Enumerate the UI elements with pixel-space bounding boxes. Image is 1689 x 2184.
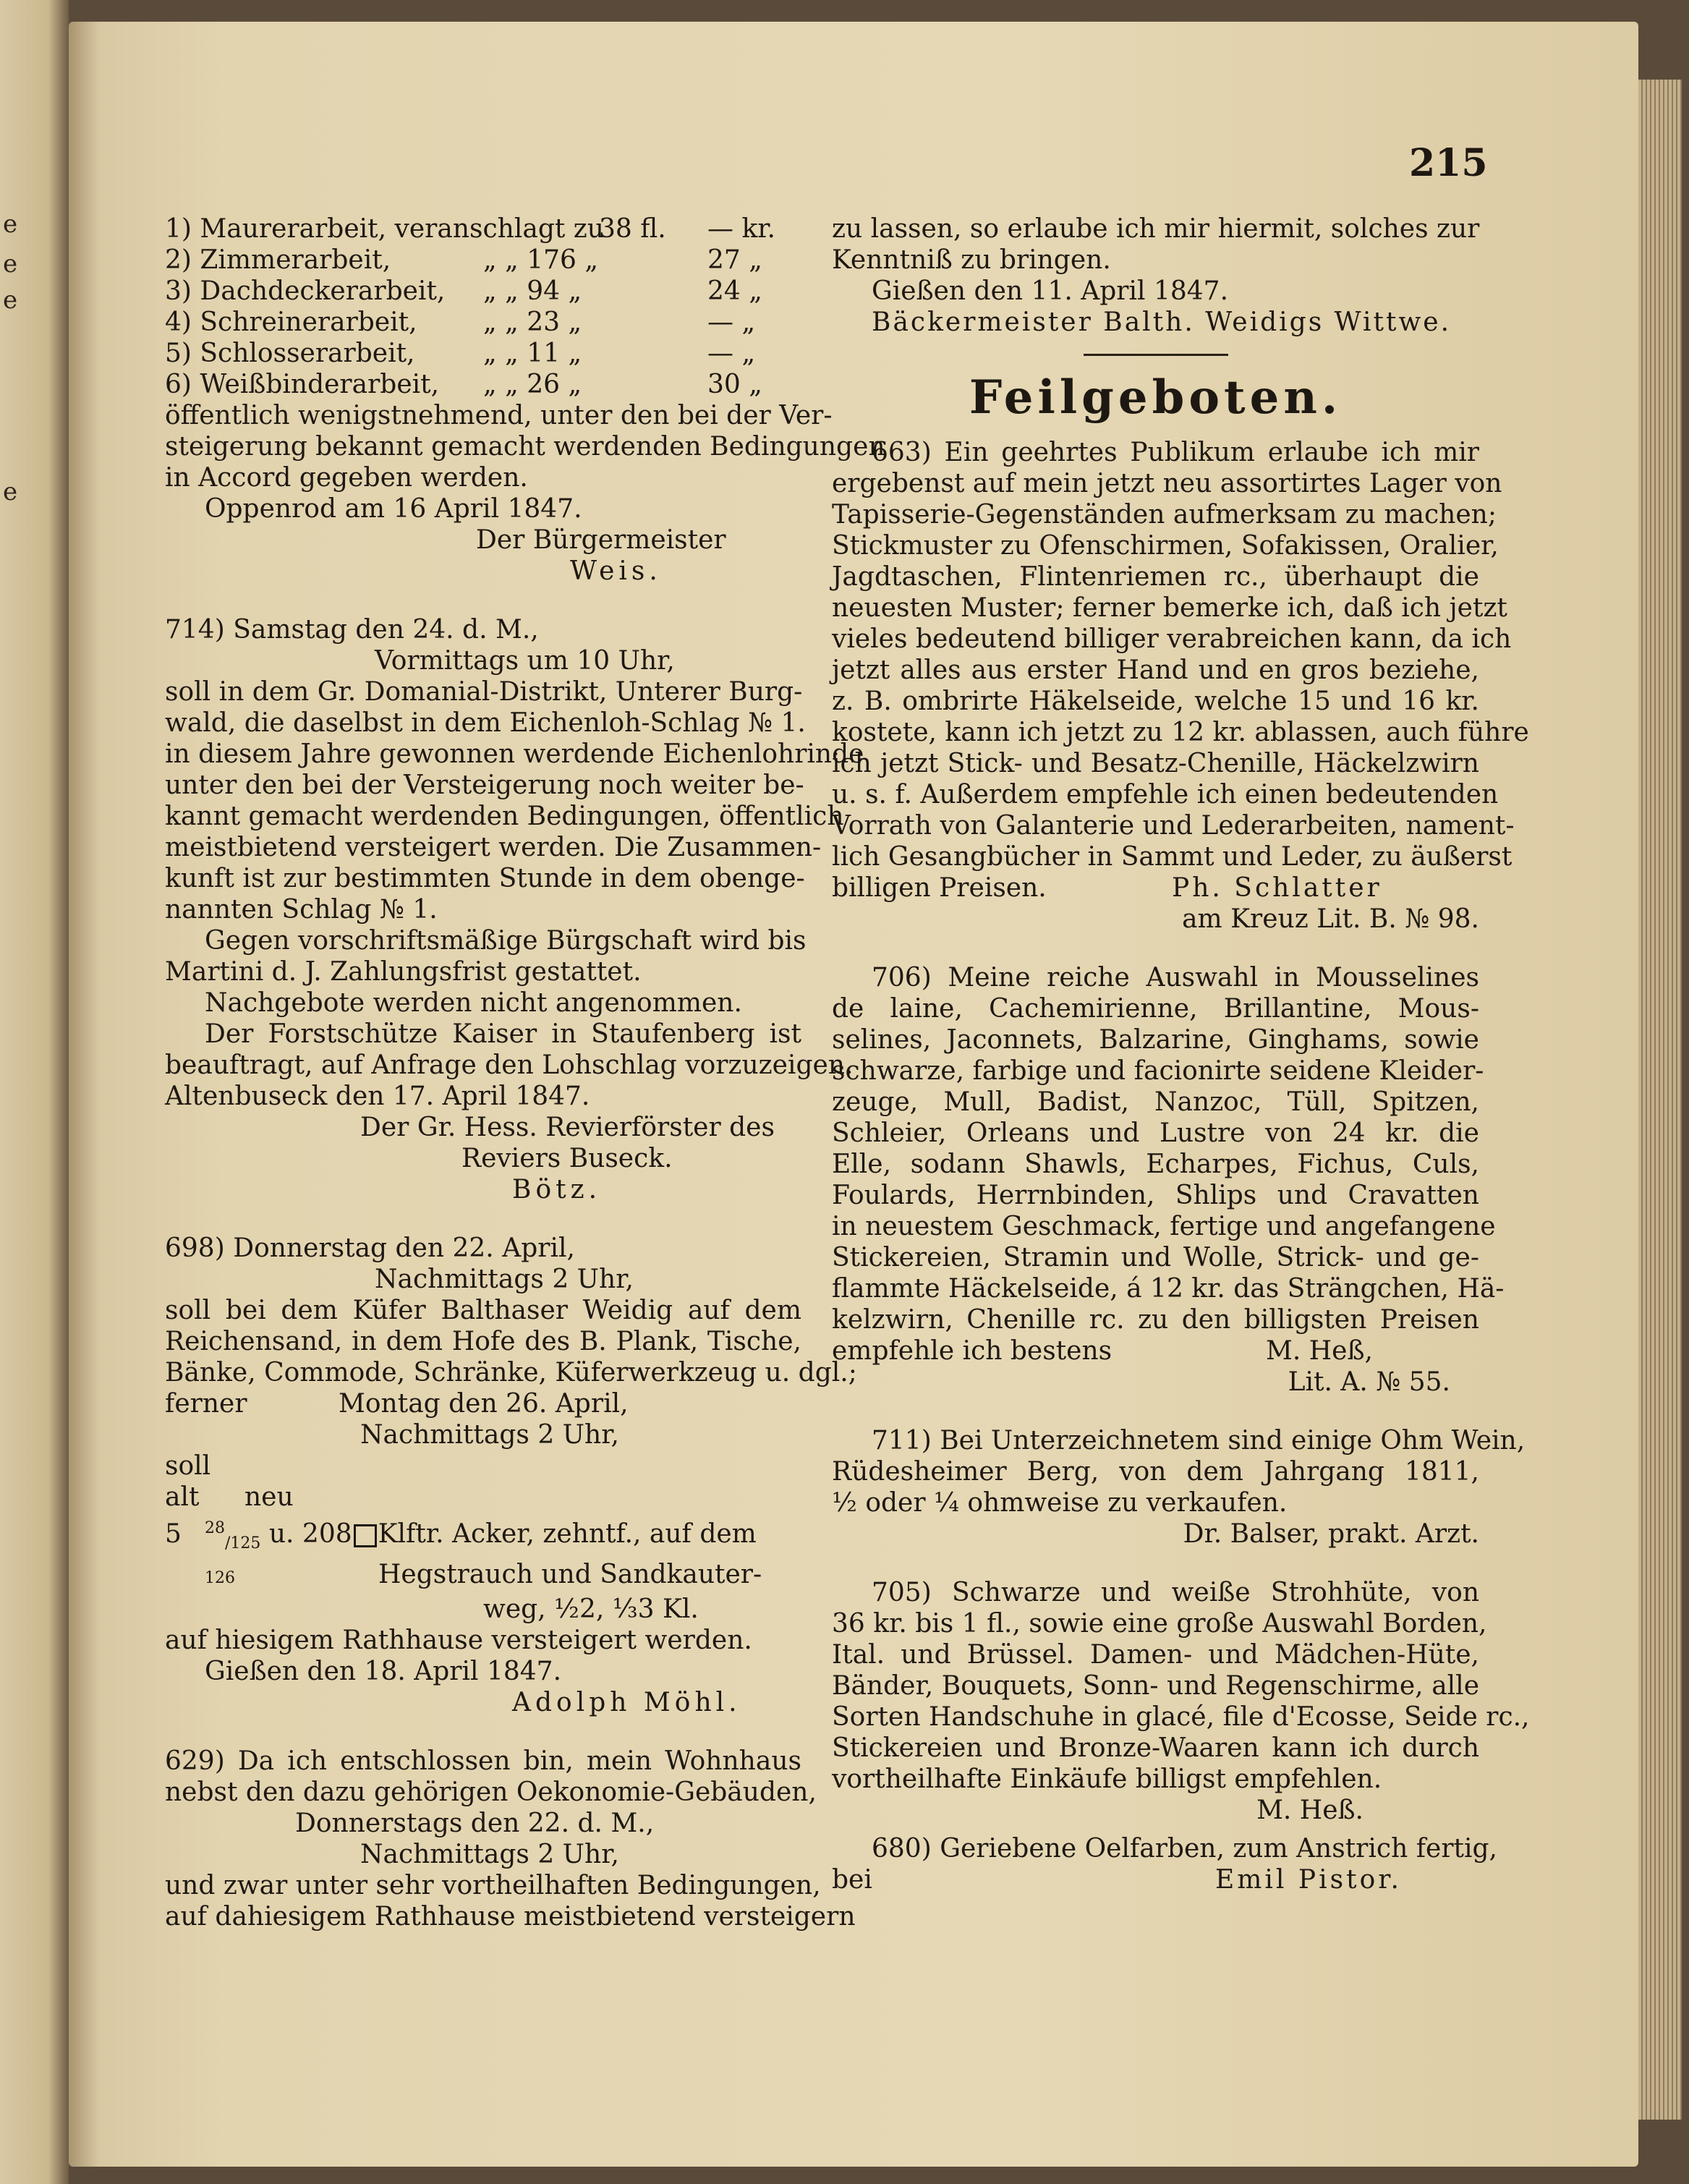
- text-line: Stickereien und Bronze-Waaren kann ich durch: [832, 1733, 1479, 1763]
- page-number: 215: [1409, 141, 1488, 185]
- text-line: Bänder, Bouquets, Sonn- und Regenschirme, alle: [832, 1671, 1479, 1701]
- place-date: Gießen den 11. April 1847.: [872, 276, 1229, 306]
- text-line: kelzwirn, Chenille rc. zu den billigsten Preisen: [832, 1305, 1479, 1335]
- text-line: Bänke, Commode, Schränke, Küferwerkzeug u. dgl.;: [165, 1358, 857, 1388]
- text-line: Reichensand, in dem Hofe des B. Plank, Tische,: [165, 1327, 801, 1356]
- section-heading: Feilgeboten.: [969, 370, 1343, 425]
- text-line: Kenntniß zu bringen.: [832, 245, 1111, 275]
- cost-row: 6) Weißbinderarbeit, „ „ 26 „ 30 „: [165, 370, 762, 399]
- text-line: Der Forstschütze Kaiser in Staufenberg ist: [205, 1019, 801, 1049]
- text-line: Stickmuster zu Ofenschirmen, Sofakissen, Oralier,: [832, 531, 1499, 561]
- notice-705-heading: 705) Schwarze und weiße Strohhüte, von: [872, 1578, 1479, 1607]
- signature: Weis.: [570, 556, 662, 586]
- text-line: kostete, kann ich jetzt zu 12 kr. ablassen, auch führe: [832, 718, 1529, 747]
- text-line: Ital. und Brüssel. Damen- und Mädchen-Hüte,: [832, 1640, 1479, 1670]
- text-line: in neuestem Geschmack, fertige und angefangene: [832, 1212, 1496, 1241]
- text-line: Foulards, Herrnbinden, Shlips und Cravatten: [832, 1181, 1479, 1210]
- land-entry: weg, ½2, ⅓3 Kl.: [483, 1594, 699, 1625]
- notice-706-heading: 706) Meine reiche Auswahl in Mousselines: [872, 963, 1479, 993]
- notice-629-heading: 629) Da ich entschlossen bin, mein Wohnhaus: [165, 1746, 801, 1777]
- notice-698-heading: 698) Donnerstag den 22. April,: [165, 1233, 575, 1263]
- right-column: [832, 213, 1530, 1895]
- text-line: flammte Häckelseide, á 12 kr. das Strängchen, Hä-: [832, 1274, 1505, 1304]
- text-line: vieles bedeutend billiger verabreichen kann, da ich: [832, 624, 1512, 654]
- text-line: Stickereien, Stramin und Wolle, Strick- und ge-: [832, 1243, 1479, 1272]
- previous-page-fragment: e: [3, 286, 18, 315]
- text-line: kunft ist zur bestimmten Stunde in dem obenge-: [165, 864, 805, 893]
- text-line: in Accord gegeben werden.: [165, 463, 528, 493]
- left-column: [165, 213, 885, 1932]
- text-line: neuesten Muster; ferner bemerke ich, daß ich jetzt: [832, 593, 1507, 623]
- text-line: zeuge, Mull, Badist, Nanzoc, Tüll, Spitzen,: [832, 1087, 1479, 1117]
- text-line: vortheilhafte Einkäufe billigst empfehlen.: [832, 1764, 1382, 1794]
- text-line: auf hiesigem Rathhause versteigert werden.: [165, 1626, 752, 1656]
- notice-714-time: Vormittags um 10 Uhr,: [375, 646, 675, 676]
- text-line: alt neu: [165, 1482, 294, 1512]
- cost-row: 2) Zimmerarbeit, „ „ 176 „ 27 „: [165, 245, 762, 275]
- text-line: Tapisserie-Gegenständen aufmerksam zu machen;: [832, 500, 1497, 530]
- text-line: Martini d. J. Zahlungsfrist gestattet.: [165, 957, 642, 987]
- address: Lit. A. № 55.: [1288, 1367, 1450, 1397]
- text-line: öffentlich wenigstnehmend, unter den bei der Ver-: [165, 401, 833, 430]
- text-line: Sorten Handschuhe in glacé, file d'Ecosse, Seide rc.,: [832, 1702, 1530, 1732]
- previous-page-fragment: e: [3, 210, 18, 239]
- cost-row: 5) Schlosserarbeit, „ „ 11 „ — „: [165, 339, 756, 368]
- text-line: ferner Montag den 26. April,: [165, 1389, 629, 1419]
- text-line: u. s. f. Außerdem empfehle ich einen bedeutenden: [832, 780, 1499, 810]
- text-line: Nachgebote werden nicht angenommen.: [205, 988, 742, 1018]
- place-date: Gießen den 18. April 1847.: [205, 1657, 562, 1687]
- text-line: soll bei dem Küfer Balthaser Weidig auf dem: [165, 1296, 801, 1325]
- notice-663-heading: 663) Ein geehrtes Publikum erlaube ich mir: [872, 438, 1479, 467]
- section-divider: [1084, 354, 1228, 356]
- text-line: jetzt alles aus erster Hand und en gros beziehe,: [832, 655, 1479, 685]
- text-line: empfehle ich bestens M. Heß,: [832, 1336, 1373, 1366]
- text-line: z. B. ombrirte Häkelseide, welche 15 und 16 kr.: [832, 687, 1479, 716]
- text-line: Schleier, Orleans und Lustre von 24 kr. die: [832, 1118, 1479, 1148]
- text-line: lich Gesangbücher in Sammt und Leder, zu äußerst: [832, 842, 1513, 872]
- text-line: selines, Jaconnets, Balzarine, Ginghams, sowie: [832, 1025, 1479, 1055]
- text-line: und zwar unter sehr vortheilhaften Bedingungen,: [165, 1871, 821, 1901]
- text-line: bei Emil Pistor.: [832, 1865, 1402, 1895]
- text-line: steigerung bekannt gemacht werdenden Bedingungen: [165, 432, 885, 462]
- text-line: soll: [165, 1451, 211, 1481]
- text-line: Gegen vorschriftsmäßige Bürgschaft wird bis: [205, 926, 807, 956]
- text-line: meistbietend versteigert werden. Die Zusammen-: [165, 833, 822, 862]
- signature: Bötz.: [512, 1175, 602, 1204]
- text-line: ergebenst auf mein jetzt neu assortirtes Lager von: [832, 469, 1502, 498]
- text-line: nannten Schlag № 1.: [165, 895, 438, 925]
- signature: Adolph Möhl.: [512, 1688, 741, 1718]
- signature-title: Reviers Buseck.: [461, 1144, 673, 1173]
- text-line: ich jetzt Stick- und Besatz-Chenille, Häckelzwirn: [832, 749, 1479, 778]
- land-entry: 5 $^{28}_{/125}$ u. 208 Klftr. Acker, zehntf., auf dem: [165, 1519, 757, 1553]
- text-line: ½ oder ¼ ohmweise zu verkaufen.: [832, 1488, 1288, 1518]
- page-stack-edge: [1638, 80, 1682, 2120]
- text-line: zu lassen, so erlaube ich mir hiermit, solches zur: [832, 214, 1480, 244]
- text-line: billigen Preisen. Ph. Schlatter: [832, 873, 1382, 903]
- cost-row: 1) Maurerarbeit, veranschlagt zu38 fl. — kr.: [165, 214, 775, 244]
- notice-711-heading: 711) Bei Unterzeichnetem sind einige Ohm Wein,: [872, 1426, 1526, 1456]
- address: am Kreuz Lit. B. № 98.: [1182, 904, 1479, 934]
- notice-629-date: Donnerstags den 22. d. M.,: [295, 1809, 655, 1839]
- text-line: kannt gemacht werdenden Bedingungen, öffentlich: [165, 802, 844, 831]
- text-line: wald, die daselbst in dem Eichenloh-Schlag № 1.: [165, 708, 806, 738]
- text-line: schwarze, farbige und facionirte seidene Kleider-: [832, 1056, 1484, 1086]
- text-line: de laine, Cachemirienne, Brillantine, Mous-: [832, 994, 1479, 1024]
- text-line: Nachmittags 2 Uhr,: [360, 1420, 619, 1450]
- notice-680-heading: 680) Geriebene Oelfarben, zum Anstrich fertig,: [872, 1834, 1498, 1864]
- place-date: Altenbuseck den 17. April 1847.: [165, 1082, 590, 1111]
- place-date: Oppenrod am 16 April 1847.: [205, 494, 582, 524]
- text-line: Rüdesheimer Berg, von dem Jahrgang 1811,: [832, 1457, 1479, 1487]
- square-icon: [354, 1524, 377, 1547]
- text-line: in diesem Jahre gewonnen werdende Eichenlohrinde: [165, 739, 864, 769]
- signature: M. Heß.: [1256, 1796, 1363, 1825]
- text-line: auf dahiesigem Rathhause meistbietend versteigern: [165, 1902, 856, 1932]
- text-line: Vorrath von Galanterie und Lederarbeiten, nament-: [832, 811, 1515, 841]
- text-line: soll in dem Gr. Domanial-Distrikt, Unterer Burg-: [165, 677, 803, 707]
- notice-629-time: Nachmittags 2 Uhr,: [360, 1840, 619, 1870]
- notice-714-heading: 714) Samstag den 24. d. M.,: [165, 615, 539, 645]
- cost-row: 4) Schreinerarbeit, „ „ 23 „ — „: [165, 307, 756, 337]
- text-line: Jagdtaschen, Flintenriemen rc., überhaupt die: [832, 562, 1479, 592]
- cost-table: [165, 213, 801, 400]
- notice-698-time: Nachmittags 2 Uhr,: [375, 1265, 634, 1294]
- signature: Bäckermeister Balth. Weidigs Wittwe.: [872, 307, 1452, 337]
- previous-page-fragment: e: [3, 250, 18, 279]
- signature-title: Der Gr. Hess. Revierförster des: [360, 1113, 775, 1142]
- text-line: 36 kr. bis 1 fl., sowie eine große Auswahl Borden,: [832, 1609, 1487, 1639]
- cost-row: 3) Dachdeckerarbeit, „ „ 94 „ 24 „: [165, 276, 762, 306]
- signature-title: Der Bürgermeister: [476, 525, 726, 555]
- previous-page-edge: [0, 0, 69, 2184]
- land-entry: 126 Hegstrauch und Sandkauter-: [205, 1560, 762, 1590]
- text-line: Elle, sodann Shawls, Echarpes, Fichus, Culs,: [832, 1150, 1479, 1179]
- signature: Dr. Balser, prakt. Arzt.: [1183, 1519, 1479, 1549]
- text-line: beauftragt, auf Anfrage den Lohschlag vorzuzeigen.: [165, 1050, 854, 1080]
- previous-page-fragment: e: [3, 477, 18, 506]
- text-line: unter den bei der Versteigerung noch weiter be-: [165, 770, 804, 800]
- text-line: nebst den dazu gehörigen Oekonomie-Gebäuden,: [165, 1777, 817, 1808]
